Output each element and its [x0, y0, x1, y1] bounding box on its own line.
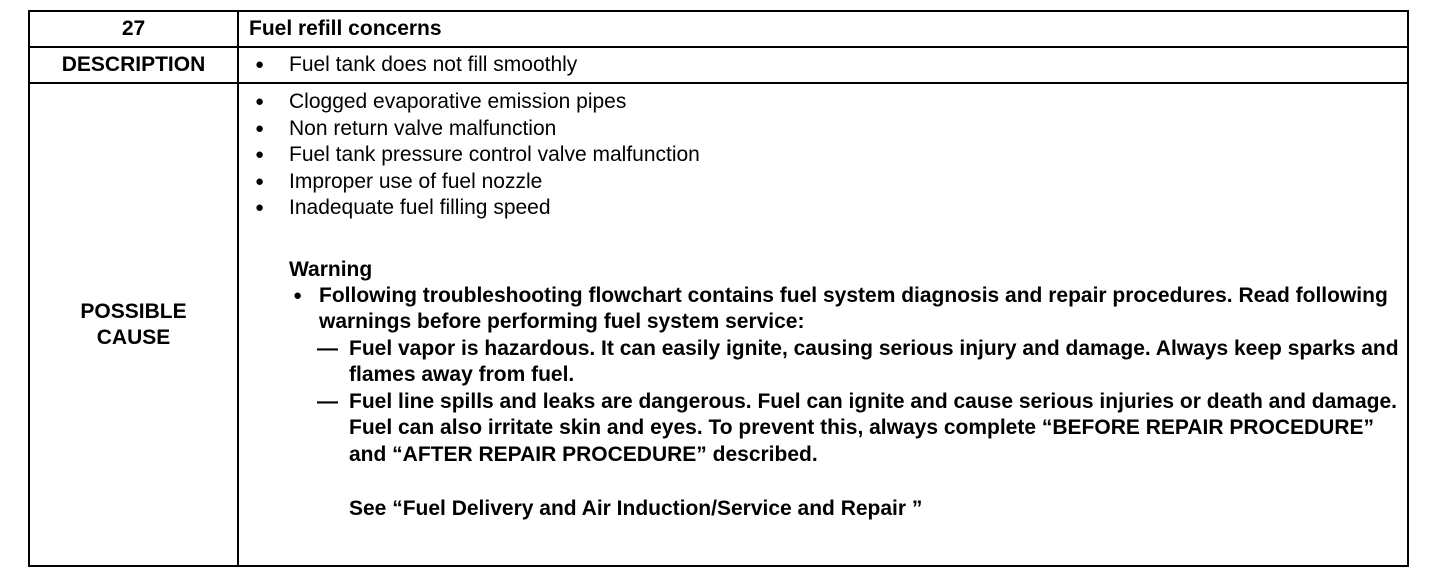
possible-cause-content — [238, 83, 1408, 566]
warning-title: Warning — [289, 257, 373, 281]
description-row — [29, 47, 1408, 83]
see-reference: See “Fuel Delivery and Air Induction/Service and Repair ” — [349, 497, 923, 520]
possible-cause-label-text: POSSIBLE CAUSE — [80, 299, 187, 349]
header-row — [29, 11, 1408, 47]
cause-item: ● Non return valve malfunction — [255, 116, 1407, 143]
possible-cause-row — [29, 83, 1408, 566]
description-label: DESCRIPTION — [29, 47, 238, 83]
cause-item: ● Improper use of fuel nozzle — [255, 169, 1407, 196]
warning-dash-item: — Fuel vapor is hazardous. It can easily ignite, causing serious injury and damage. Always keep sparks and flames away from fuel. — [255, 336, 1407, 389]
cause-item: ● Fuel tank pressure control valve malfunction — [255, 142, 1407, 169]
item-title: Fuel refill concerns — [238, 11, 1408, 47]
troubleshooting-table — [28, 10, 1409, 567]
warning-dash-item: — Fuel line spills and leaks are dangerous. Fuel can ignite and cause serious injuries or death and damage. Fuel can also irritate skin and eyes. To prevent this, always complete “BEFORE REPAIR PROCEDURE” and “AFTER REPAIR PROCEDURE” described. — [255, 389, 1407, 469]
cause-item: ● Inadequate fuel filling speed — [255, 195, 1407, 222]
description-content — [238, 47, 1408, 83]
cause-item: ● Clogged evaporative emission pipes — [255, 89, 1407, 116]
description-item: ● Fuel tank does not fill smoothly — [255, 52, 1407, 79]
item-number: 27 — [29, 11, 238, 47]
warning-bullet: ● Following troubleshooting flowchart contains fuel system diagnosis and repair procedures. Read following warnings before performing fuel system service: — [255, 283, 1407, 336]
possible-cause-label — [29, 83, 238, 566]
